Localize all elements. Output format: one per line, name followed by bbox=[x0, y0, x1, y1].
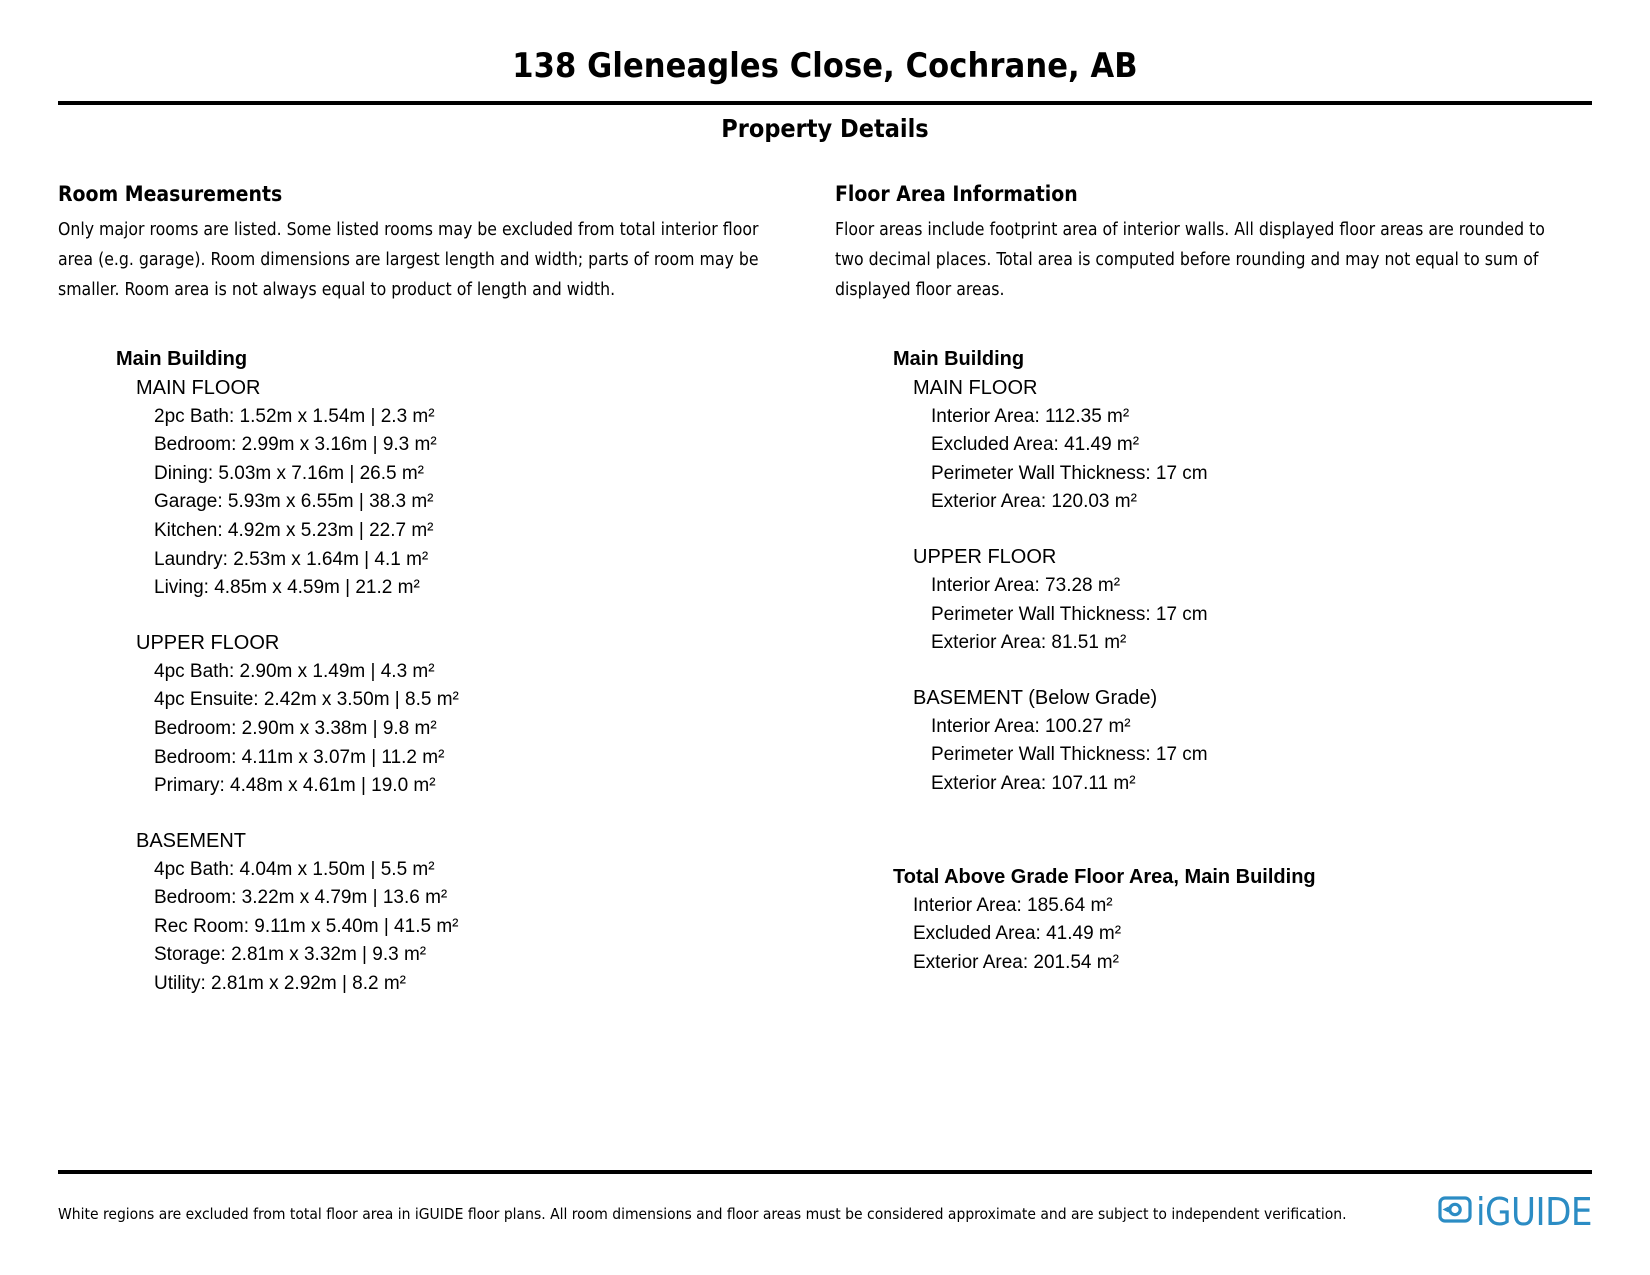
area-block-basement bbox=[835, 684, 1592, 799]
footer-disclaimer: White regions are excluded from total floor area in iGUIDE floor plans. All room dimensions and floor areas must be considered approximate and are subject to independent verification. bbox=[58, 1204, 1347, 1223]
room-entry: Dining: 5.03m x 7.16m | 26.5 m² bbox=[154, 462, 424, 484]
area-entry: Excluded Area: 41.49 m² bbox=[931, 434, 1140, 456]
area-block-main-floor bbox=[835, 374, 1592, 517]
total-above-grade-block bbox=[835, 863, 1592, 978]
floor-label-basement: BASEMENT bbox=[136, 829, 247, 852]
room-entry: Rec Room: 9.11m x 5.40m | 41.5 m² bbox=[154, 915, 459, 937]
area-block-upper-floor bbox=[835, 543, 1592, 658]
floor-area-note: Floor areas include footprint area of interior walls. All displayed floor areas are rounded to two decimal places. Total area is computed before rounding and may not equal to sum of displayed floor areas. bbox=[835, 219, 1545, 300]
room-entry: 4pc Ensuite: 2.42m x 3.50m | 8.5 m² bbox=[154, 689, 459, 711]
room-entry: 4pc Bath: 2.90m x 1.49m | 4.3 m² bbox=[154, 660, 435, 682]
total-entry: Interior Area: 185.64 m² bbox=[913, 894, 1113, 916]
area-floor-label-main-floor: MAIN FLOOR bbox=[913, 376, 1038, 399]
area-entry: Exterior Area: 107.11 m² bbox=[931, 772, 1136, 794]
page-footer bbox=[58, 1170, 1592, 1233]
room-entry: Bedroom: 4.11m x 3.07m | 11.2 m² bbox=[154, 746, 445, 768]
total-entry: Exterior Area: 201.54 m² bbox=[913, 951, 1119, 973]
page-subtitle: Property Details bbox=[721, 114, 929, 144]
room-measurements-tree bbox=[58, 345, 825, 999]
room-measurements-column bbox=[58, 182, 825, 998]
room-entry: Bedroom: 3.22m x 4.79m | 13.6 m² bbox=[154, 887, 448, 909]
area-entry: Exterior Area: 81.51 m² bbox=[931, 632, 1127, 654]
room-entry: Laundry: 2.53m x 1.64m | 4.1 m² bbox=[154, 548, 429, 570]
room-entry: Kitchen: 4.92m x 5.23m | 22.7 m² bbox=[154, 519, 434, 541]
building-label-right: Main Building bbox=[893, 347, 1025, 370]
area-entry: Interior Area: 112.35 m² bbox=[931, 405, 1130, 427]
iguide-logo-text: iGUIDE bbox=[1475, 1189, 1592, 1234]
building-label-left: Main Building bbox=[116, 347, 248, 370]
room-entry: Bedroom: 2.99m x 3.16m | 9.3 m² bbox=[154, 434, 437, 456]
area-entry: Perimeter Wall Thickness: 17 cm bbox=[931, 603, 1208, 625]
room-measurements-heading: Room Measurements bbox=[58, 182, 283, 207]
room-measurements-note: Only major rooms are listed. Some listed rooms may be excluded from total interior floor area (e.g. garage). Room dimensions are largest length and width; parts of room may be smaller. Room area is not always equal to product of length and width. bbox=[58, 219, 759, 300]
iguide-camera-icon bbox=[1436, 1190, 1474, 1233]
area-entry: Exterior Area: 120.03 m² bbox=[931, 491, 1137, 513]
floor-area-column bbox=[825, 182, 1592, 998]
area-floor-label-upper-floor: UPPER FLOOR bbox=[913, 545, 1057, 568]
floor-label-main-floor: MAIN FLOOR bbox=[136, 376, 261, 399]
footer-row bbox=[58, 1186, 1592, 1233]
footer-divider bbox=[58, 1170, 1592, 1174]
area-entry: Perimeter Wall Thickness: 17 cm bbox=[931, 462, 1208, 484]
floor-label-upper-floor: UPPER FLOOR bbox=[136, 631, 280, 654]
floor-area-heading: Floor Area Information bbox=[835, 182, 1078, 207]
area-entry: Perimeter Wall Thickness: 17 cm bbox=[931, 744, 1208, 766]
total-entry: Excluded Area: 41.49 m² bbox=[913, 923, 1122, 945]
floor-block-main-floor bbox=[58, 374, 825, 603]
floor-area-tree bbox=[835, 345, 1592, 978]
room-entry: Bedroom: 2.90m x 3.38m | 9.8 m² bbox=[154, 717, 437, 739]
total-above-grade-heading: Total Above Grade Floor Area, Main Building bbox=[893, 865, 1316, 888]
room-entry: Storage: 2.81m x 3.32m | 9.3 m² bbox=[154, 944, 427, 966]
room-entry: 2pc Bath: 1.52m x 1.54m | 2.3 m² bbox=[154, 405, 435, 427]
area-entry: Interior Area: 73.28 m² bbox=[931, 574, 1121, 596]
room-entry: Garage: 5.93m x 6.55m | 38.3 m² bbox=[154, 491, 434, 513]
room-entry: Utility: 2.81m x 2.92m | 8.2 m² bbox=[154, 973, 407, 995]
page-title: 138 Gleneagles Close, Cochrane, AB bbox=[512, 46, 1138, 86]
iguide-logo bbox=[1436, 1186, 1592, 1233]
floor-block-upper-floor bbox=[58, 629, 825, 801]
area-floor-label-basement: BASEMENT (Below Grade) bbox=[913, 686, 1158, 709]
floor-block-basement bbox=[58, 827, 825, 999]
room-entry: Primary: 4.48m x 4.61m | 19.0 m² bbox=[154, 775, 436, 797]
area-entry: Interior Area: 100.27 m² bbox=[931, 715, 1131, 737]
room-entry: Living: 4.85m x 4.59m | 21.2 m² bbox=[154, 577, 420, 599]
content-columns bbox=[0, 182, 1650, 998]
room-entry: 4pc Bath: 4.04m x 1.50m | 5.5 m² bbox=[154, 858, 435, 880]
